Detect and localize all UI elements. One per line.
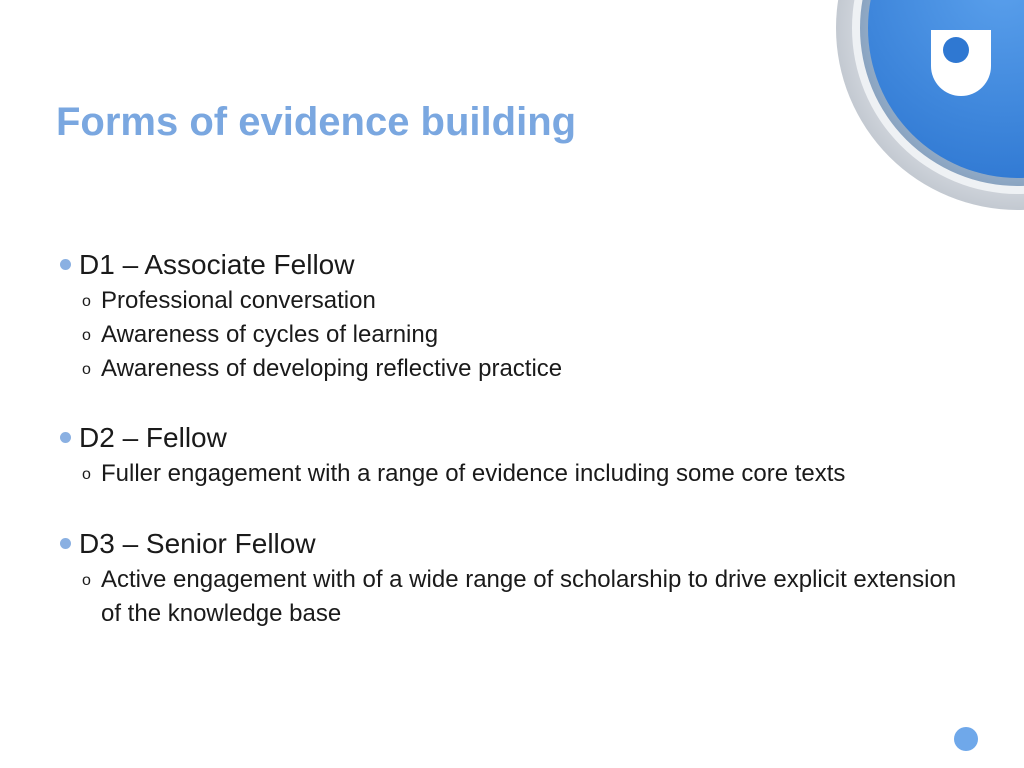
sub-bullet-marker: o [82,572,91,589]
sub-bullet-marker: o [82,466,91,483]
sub-item-text: Professional conversation [101,287,376,314]
page-dot-icon [954,727,978,751]
sub-bullet-marker: o [82,361,91,378]
bullet-d3 [56,527,316,561]
sub-item [82,352,982,386]
sub-bullet-marker: o [82,327,91,344]
sub-item [82,563,982,631]
open-university-logo-icon [931,30,991,96]
sub-item [82,318,982,352]
bullet-heading: D2 – Fellow [79,422,227,453]
slide-title: Forms of evidence building [56,100,577,144]
sub-bullet-marker: o [82,293,91,310]
bullet-d2 [56,421,227,455]
bullet-heading: D3 – Senior Fellow [79,528,316,559]
sub-item-text: Fuller engagement with a range of evidence including some core texts [101,460,846,487]
bullet-dot-icon [60,538,71,549]
bullet-heading: D1 – Associate Fellow [79,249,355,280]
sub-item-text: Awareness of developing reflective practice [101,355,563,382]
sub-item-text: Active engagement with of a wide range of scholarship to drive explicit extension of the knowledge base [101,566,957,627]
sub-item [82,457,982,491]
sub-item-text: Awareness of cycles of learning [101,321,439,348]
bullet-dot-icon [60,259,71,270]
sub-item [82,284,982,318]
bullet-dot-icon [60,432,71,443]
bullet-d1 [56,248,354,282]
